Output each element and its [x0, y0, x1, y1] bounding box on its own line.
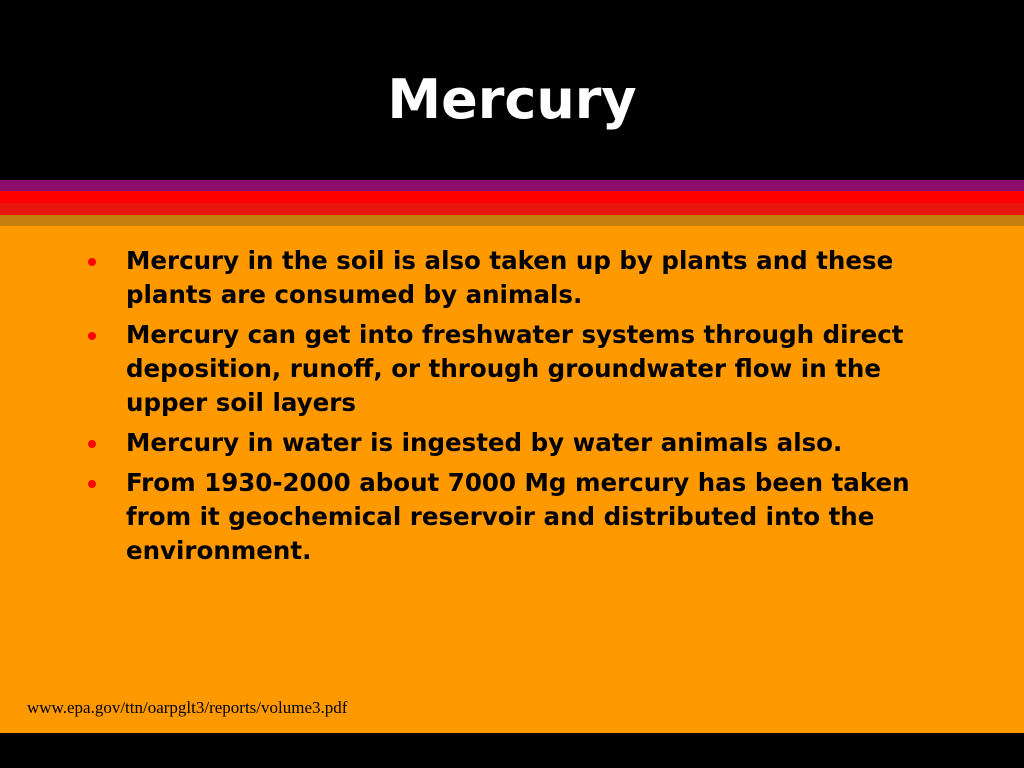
bullet-dot-icon	[88, 258, 96, 266]
bullet-dot-icon	[88, 332, 96, 340]
decorative-stripe-red-orange	[0, 203, 1024, 215]
bullet-dot-icon	[88, 480, 96, 488]
bullet-list	[0, 244, 1024, 574]
bullet-text: Mercury in water is ingested by water animals also.	[126, 428, 843, 457]
bullet-item	[0, 466, 1024, 568]
title-band	[0, 0, 1024, 180]
bullet-text: Mercury in the soil is also taken up by plants and these plants are consumed by animals.	[126, 246, 894, 309]
slide-title: Mercury	[387, 68, 637, 131]
bottom-band	[0, 733, 1024, 768]
decorative-stripe-tan	[0, 215, 1024, 226]
slide-body	[0, 226, 1024, 733]
bullet-item	[0, 244, 1024, 312]
bullet-text: Mercury can get into freshwater systems through direct deposition, runoff, or through groundwater flow in the upper soil layers	[126, 320, 904, 417]
decorative-stripe-red	[0, 191, 1024, 203]
bullet-dot-icon	[88, 440, 96, 448]
bullet-item	[0, 426, 1024, 460]
source-citation: www.epa.gov/ttn/oarpglt3/reports/volume3.pdf	[27, 698, 348, 717]
decorative-stripe-purple	[0, 180, 1024, 191]
bullet-text: From 1930-2000 about 7000 Mg mercury has been taken from it geochemical reservoir and distributed into the environment.	[126, 468, 910, 565]
bullet-item	[0, 318, 1024, 420]
